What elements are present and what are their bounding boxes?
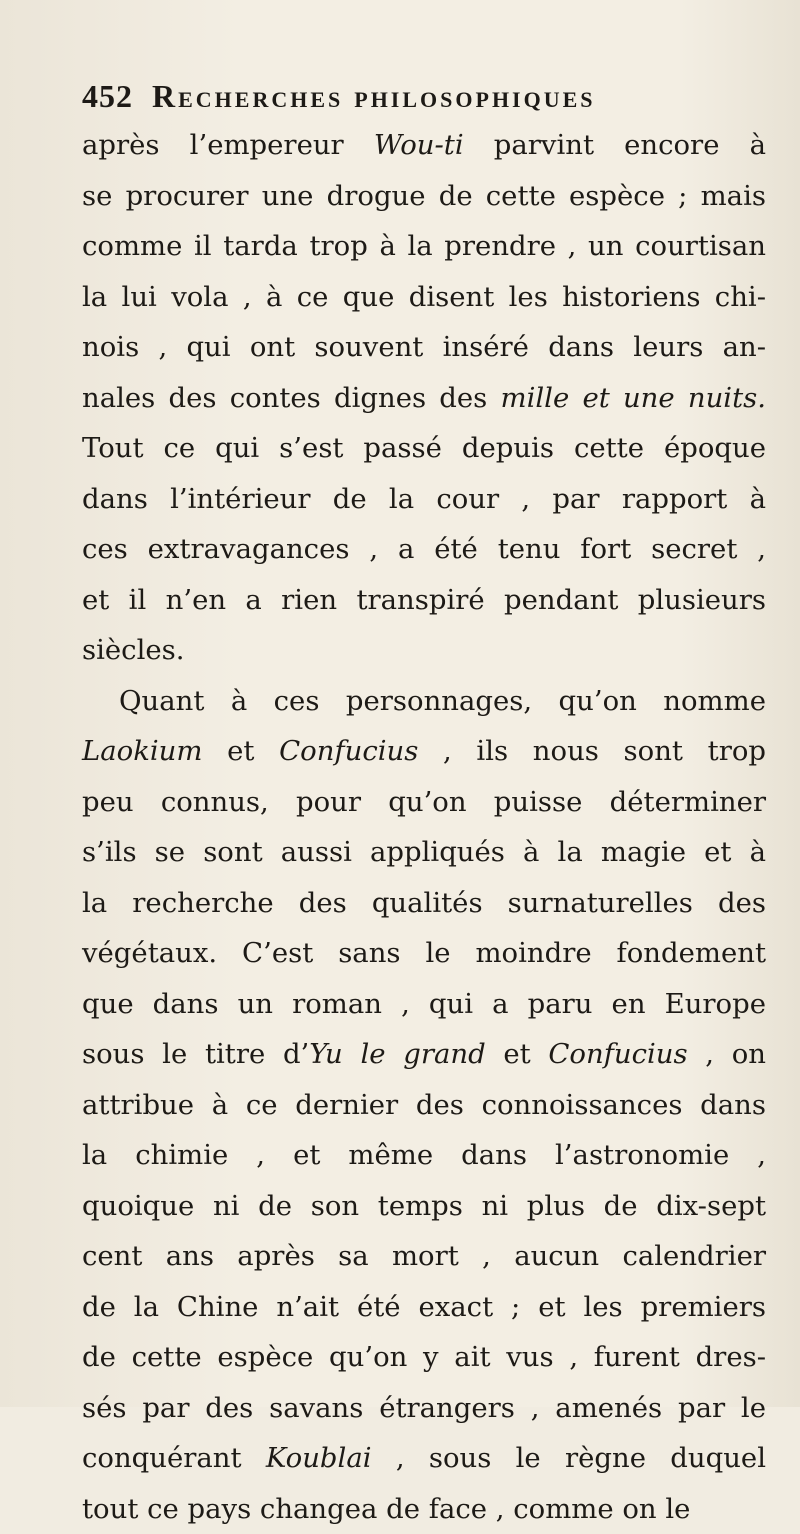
text-run: Quant à ces personnages, qu’on nomme (119, 685, 766, 717)
text-line (82, 726, 766, 777)
text-run: sous le titre d’ (82, 1038, 309, 1070)
text-line (82, 1231, 766, 1282)
text-run: de cette espèce qu’on y ait vus , furent dres- (82, 1341, 766, 1373)
text-run: et il n’en a rien transpiré pendant plusieurs (82, 584, 766, 616)
text-run: végétaux. C’est sans le moindre fondement (82, 937, 766, 969)
text-run: de la Chine n’ait été exact ; et les premiers (82, 1291, 766, 1323)
text-run: conquérant (82, 1442, 266, 1474)
text-line (82, 575, 766, 626)
text-run: la lui vola , à ce que disent les historiens chi- (82, 281, 766, 313)
text-run: Tout ce qui s’est passé depuis cette époque (82, 432, 766, 464)
text-line (82, 1282, 766, 1333)
running-header (82, 78, 762, 115)
text-line (82, 322, 766, 373)
text-run: et (202, 735, 279, 767)
text-run: peu connus, pour qu’on puisse déterminer (82, 786, 766, 818)
text-run: attribue à ce dernier des connoissances dans (82, 1089, 766, 1121)
text-line (82, 1383, 766, 1434)
text-run: dans l’intérieur de la cour , par rapport à (82, 483, 766, 515)
text-run: et (486, 1038, 549, 1070)
text-run: nois , qui ont souvent inséré dans leurs an- (82, 331, 766, 363)
text-run: tout ce pays changea de face , comme on le (82, 1493, 690, 1525)
text-line (82, 777, 766, 828)
text-run: parvint encore à (464, 129, 766, 161)
text-run: , ils nous sont trop (418, 735, 766, 767)
text-run: après l’empereur (82, 129, 374, 161)
text-run: siècles. (82, 634, 185, 666)
text-run: comme il tarda trop à la prendre , un courtisan (82, 230, 766, 262)
text-line (82, 1029, 766, 1080)
text-run: la chimie , et même dans l’astronomie , (82, 1139, 766, 1171)
text-run: s’ils se sont aussi appliqués à la magie et à (82, 836, 766, 868)
page-number: 452 (82, 78, 133, 114)
text-line (82, 1433, 766, 1484)
text-run: nales des contes dignes des (82, 382, 501, 414)
italic-run: Confucius (279, 735, 418, 767)
text-line (82, 928, 766, 979)
italic-run: Confucius (548, 1038, 687, 1070)
italic-run: Yu le grand (309, 1038, 485, 1070)
text-line (82, 625, 766, 676)
italic-run: mille et une nuits. (501, 382, 767, 414)
text-line (82, 474, 766, 525)
text-line (82, 524, 766, 575)
text-line (82, 120, 766, 171)
italic-run: Laokium (82, 735, 202, 767)
text-run: , sous le règne duquel (372, 1442, 766, 1474)
text-line (82, 676, 766, 727)
text-line (82, 1080, 766, 1131)
text-run: que dans un roman , qui a paru en Europe (82, 988, 766, 1020)
text-line (82, 1130, 766, 1181)
text-line (82, 878, 766, 929)
text-line (82, 373, 766, 424)
text-run: la recherche des qualités surnaturelles des (82, 887, 766, 919)
text-line (82, 1332, 766, 1383)
body-text (82, 120, 766, 1534)
text-line (82, 221, 766, 272)
text-line (82, 423, 766, 474)
text-run: cent ans après sa mort , aucun calendrier (82, 1240, 766, 1272)
text-line (82, 272, 766, 323)
text-run: ces extravagances , a été tenu fort secret , (82, 533, 766, 565)
text-run: , on (688, 1038, 766, 1070)
text-run: sés par des savans étrangers , amenés par le (82, 1392, 766, 1424)
running-title: Recherches philosophiques (152, 78, 596, 114)
italic-run: Wou-ti (374, 129, 464, 161)
text-line (82, 171, 766, 222)
text-line (82, 1181, 766, 1232)
text-line (82, 979, 766, 1030)
text-run: quoique ni de son temps ni plus de dix-sept (82, 1190, 766, 1222)
italic-run: Koublai (266, 1442, 372, 1474)
text-line (82, 1484, 766, 1534)
text-line (82, 827, 766, 878)
text-run: se procurer une drogue de cette espèce ; mais (82, 180, 766, 212)
